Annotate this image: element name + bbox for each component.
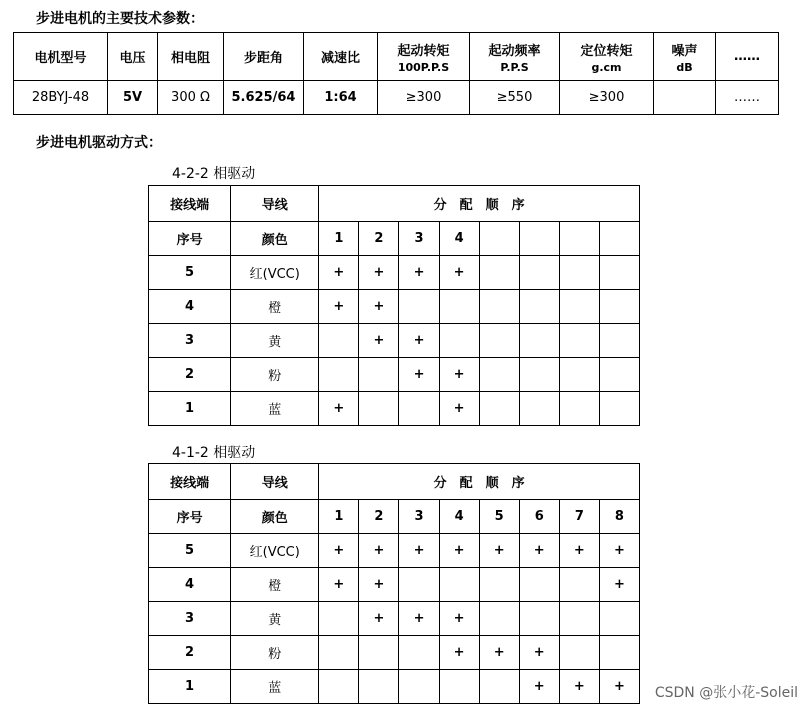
table-row [149, 636, 640, 670]
phase-mark [319, 636, 359, 670]
phase-mark [599, 324, 639, 358]
spec-table [13, 32, 779, 115]
pin-number: 5 [149, 534, 231, 568]
phase-mark: + [439, 256, 479, 290]
phase-mark: + [479, 534, 519, 568]
step-header: 2 [359, 222, 399, 256]
phase-mark [319, 602, 359, 636]
phase-mark: + [319, 256, 359, 290]
phase-mark: + [439, 392, 479, 426]
phase-mark [439, 670, 479, 704]
phase-mark [559, 256, 599, 290]
spec-value-model: 28BYJ-48 [14, 81, 108, 115]
phase-mark [599, 256, 639, 290]
phase-mark [439, 324, 479, 358]
spec-value-reduction: 1:64 [304, 81, 378, 115]
spec-header-step-angle: 步距角 [224, 33, 304, 81]
phase-mark: + [399, 324, 439, 358]
spec-header-detent-torque: 定位转矩 g.cm [560, 33, 654, 81]
wire-color: 红(VCC) [231, 534, 319, 568]
spec-header-noise: 噪声 dB [654, 33, 716, 81]
phase-mark [519, 602, 559, 636]
phase-mark: + [399, 256, 439, 290]
step-header: 8 [599, 500, 639, 534]
phase-mark [479, 290, 519, 324]
table1-caption: 4-2-2 相驱动 [172, 166, 256, 182]
spec-value-start-torque: ≥300 [378, 81, 470, 115]
phase-mark: + [599, 534, 639, 568]
wire-color: 黄 [231, 602, 319, 636]
header-wire: 导线 [231, 464, 319, 500]
wire-color: 蓝 [231, 392, 319, 426]
phase-mark: + [359, 568, 399, 602]
table-row [149, 256, 640, 290]
phase-mark: + [359, 324, 399, 358]
step-header: 1 [319, 500, 359, 534]
phase-mark: + [319, 568, 359, 602]
wire-color: 粉 [231, 358, 319, 392]
phase-mark [599, 636, 639, 670]
drive-table-4-1-2 [148, 463, 640, 704]
step-header: 6 [519, 500, 559, 534]
phase-mark [599, 392, 639, 426]
phase-mark [359, 636, 399, 670]
spec-value-resistance: 300 Ω [158, 81, 224, 115]
step-header [599, 222, 639, 256]
spec-section-title: 步进电机的主要技术参数： [36, 11, 204, 27]
phase-mark [519, 324, 559, 358]
phase-mark: + [519, 534, 559, 568]
spec-header-start-torque: 起动转矩 100P.P.S [378, 33, 470, 81]
pin-number: 3 [149, 324, 231, 358]
pin-number: 2 [149, 636, 231, 670]
phase-mark [439, 568, 479, 602]
header-pin-number: 序号 [149, 500, 231, 534]
phase-mark: + [479, 636, 519, 670]
phase-mark: + [599, 670, 639, 704]
phase-mark [519, 290, 559, 324]
step-header: 7 [559, 500, 599, 534]
phase-mark: + [559, 670, 599, 704]
phase-mark [599, 290, 639, 324]
step-header: 4 [439, 500, 479, 534]
phase-mark [559, 392, 599, 426]
phase-mark: + [399, 534, 439, 568]
spec-value-start-freq: ≥550 [470, 81, 560, 115]
spec-header-model: 电机型号 [14, 33, 108, 81]
wire-color: 橙 [231, 568, 319, 602]
spec-value-noise [654, 81, 716, 115]
phase-mark [399, 568, 439, 602]
phase-mark [559, 636, 599, 670]
phase-mark [479, 358, 519, 392]
phase-mark: + [599, 568, 639, 602]
phase-mark: + [359, 534, 399, 568]
step-header: 5 [479, 500, 519, 534]
spec-value-step-angle: 5.625/64 [224, 81, 304, 115]
header-wire: 导线 [231, 186, 319, 222]
phase-mark: + [439, 636, 479, 670]
header-sequence: 分 配 顺 序 [319, 186, 640, 222]
phase-mark [519, 256, 559, 290]
step-header: 3 [399, 222, 439, 256]
phase-mark [599, 358, 639, 392]
phase-mark: + [359, 602, 399, 636]
wire-color: 黄 [231, 324, 319, 358]
spec-header-more: …… [716, 33, 779, 81]
step-header: 2 [359, 500, 399, 534]
phase-mark: + [439, 602, 479, 636]
phase-mark [319, 670, 359, 704]
wire-color: 蓝 [231, 670, 319, 704]
pin-number: 5 [149, 256, 231, 290]
spec-header-voltage: 电压 [108, 33, 158, 81]
step-header [519, 222, 559, 256]
phase-mark: + [359, 256, 399, 290]
table2-caption: 4-1-2 相驱动 [172, 445, 256, 461]
phase-mark [399, 392, 439, 426]
phase-mark: + [399, 602, 439, 636]
table-row [149, 670, 640, 704]
spec-value-more: …… [716, 81, 779, 115]
spec-value-detent-torque: ≥300 [560, 81, 654, 115]
phase-mark [479, 392, 519, 426]
phase-mark [559, 324, 599, 358]
pin-number: 1 [149, 392, 231, 426]
phase-mark [359, 392, 399, 426]
drive-section-title: 步进电机驱动方式： [36, 135, 162, 151]
phase-mark [479, 602, 519, 636]
phase-mark [559, 568, 599, 602]
phase-mark [559, 290, 599, 324]
phase-mark [559, 358, 599, 392]
spec-header-resistance: 相电阻 [158, 33, 224, 81]
phase-mark [479, 256, 519, 290]
phase-mark: + [359, 290, 399, 324]
header-pin-number: 序号 [149, 222, 231, 256]
wire-color: 红(VCC) [231, 256, 319, 290]
pin-number: 2 [149, 358, 231, 392]
phase-mark [599, 602, 639, 636]
phase-mark [479, 568, 519, 602]
phase-mark: + [319, 290, 359, 324]
table-row [149, 358, 640, 392]
phase-mark [519, 568, 559, 602]
phase-mark: + [319, 534, 359, 568]
phase-mark [359, 670, 399, 704]
phase-mark: + [519, 670, 559, 704]
spec-header-start-freq: 起动频率 P.P.S [470, 33, 560, 81]
phase-mark [359, 358, 399, 392]
table-row [149, 602, 640, 636]
drive-table-4-2-2 [148, 185, 640, 426]
phase-mark [319, 358, 359, 392]
step-header: 4 [439, 222, 479, 256]
table-row [149, 324, 640, 358]
spec-header-reduction: 减速比 [304, 33, 378, 81]
table-row [149, 290, 640, 324]
pin-number: 4 [149, 290, 231, 324]
header-sequence: 分 配 顺 序 [319, 464, 640, 500]
watermark: CSDN @张小花-Soleil [654, 685, 798, 701]
table-row [149, 568, 640, 602]
header-pin: 接线端 [149, 464, 231, 500]
phase-mark [319, 324, 359, 358]
phase-mark [479, 324, 519, 358]
phase-mark: + [439, 534, 479, 568]
phase-mark: + [559, 534, 599, 568]
table-row [149, 534, 640, 568]
wire-color: 粉 [231, 636, 319, 670]
phase-mark: + [519, 636, 559, 670]
wire-color: 橙 [231, 290, 319, 324]
phase-mark: + [319, 392, 359, 426]
phase-mark: + [439, 358, 479, 392]
pin-number: 3 [149, 602, 231, 636]
pin-number: 1 [149, 670, 231, 704]
phase-mark [399, 636, 439, 670]
step-header [479, 222, 519, 256]
phase-mark [519, 358, 559, 392]
phase-mark [479, 670, 519, 704]
phase-mark [559, 602, 599, 636]
phase-mark [399, 670, 439, 704]
header-pin: 接线端 [149, 186, 231, 222]
phase-mark [439, 290, 479, 324]
step-header: 3 [399, 500, 439, 534]
header-wire-color: 颜色 [231, 222, 319, 256]
phase-mark [399, 290, 439, 324]
pin-number: 4 [149, 568, 231, 602]
step-header [559, 222, 599, 256]
phase-mark: + [399, 358, 439, 392]
phase-mark [519, 392, 559, 426]
step-header: 1 [319, 222, 359, 256]
header-wire-color: 颜色 [231, 500, 319, 534]
spec-value-voltage: 5V [108, 81, 158, 115]
table-row [149, 392, 640, 426]
